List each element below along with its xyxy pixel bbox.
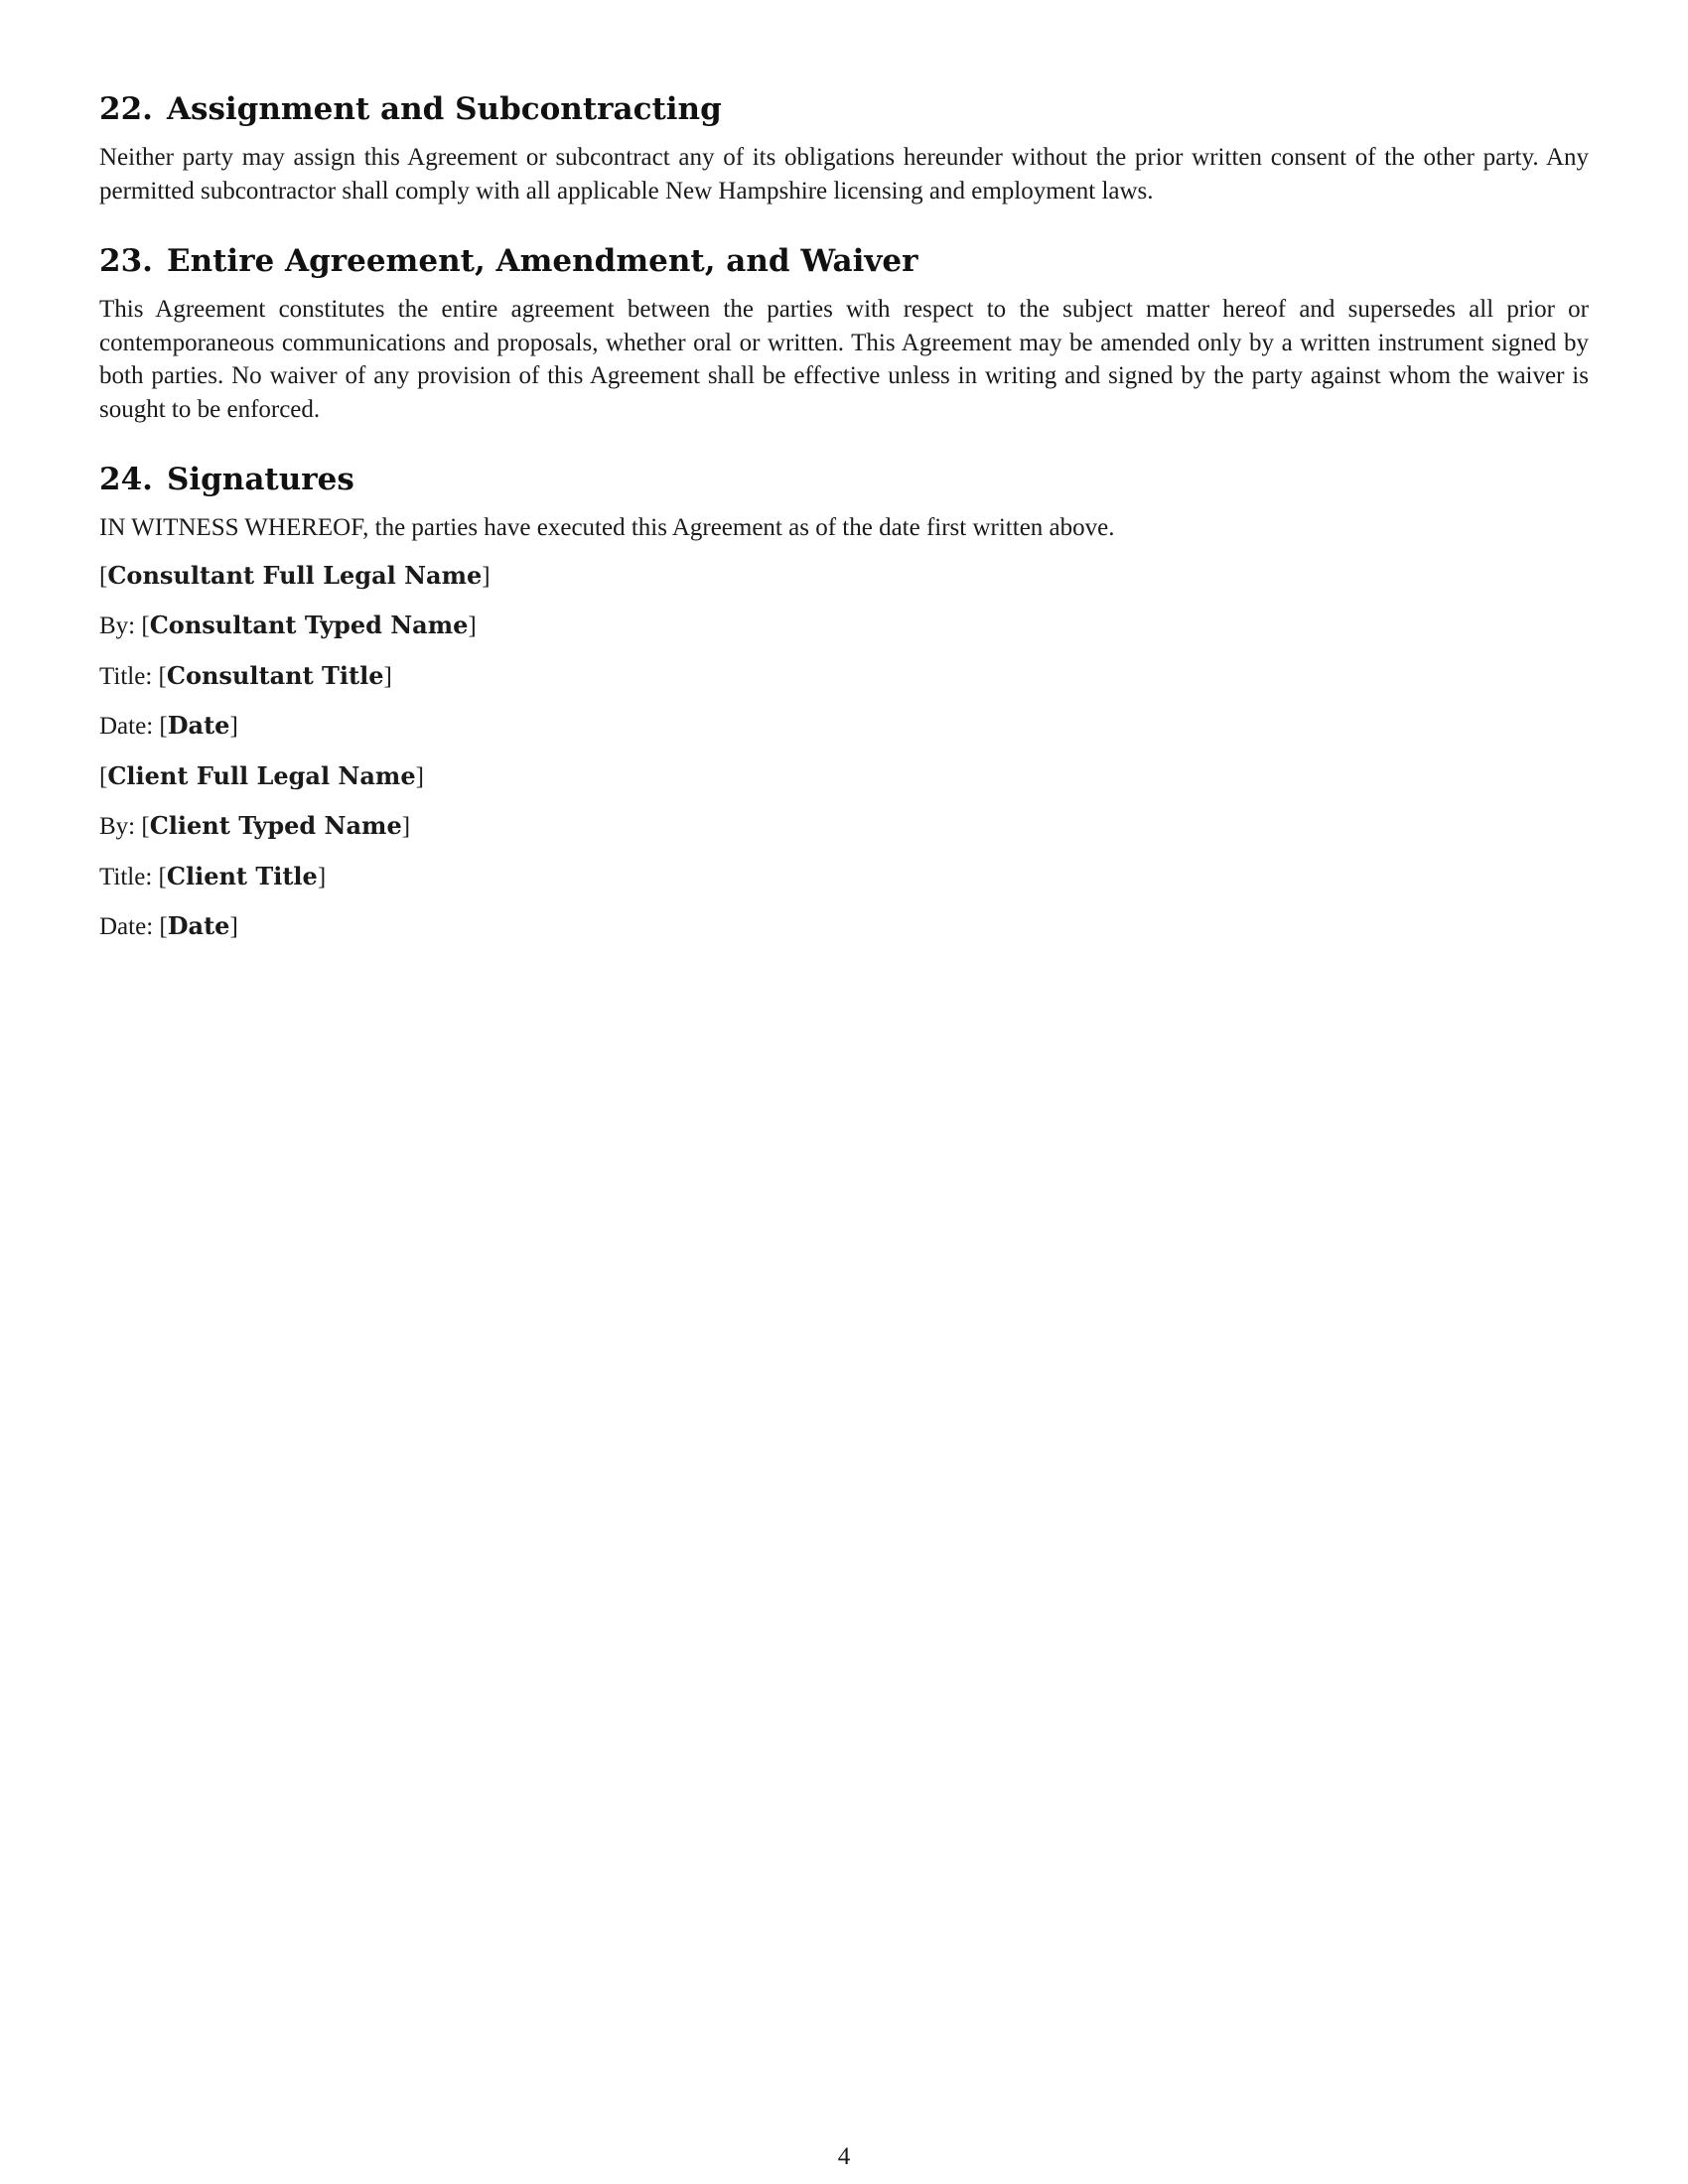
section-heading xyxy=(99,460,1589,499)
consultant-title: Consultant Title xyxy=(166,660,384,690)
section-title: Entire Agreement, Amendment, and Waiver xyxy=(166,243,918,279)
client-title: Client Title xyxy=(166,861,318,890)
date-label: Date: xyxy=(99,913,154,940)
consultant-signature-block xyxy=(99,559,1589,744)
consultant-by-line: By: [Consultant Typed Name] xyxy=(99,611,477,639)
section-title: Assignment and Subcontracting xyxy=(166,91,722,127)
client-signature-block xyxy=(99,759,1589,944)
title-label: Title: xyxy=(99,863,153,890)
client-title-line: Title: [Client Title] xyxy=(99,861,327,890)
section-body: This Agreement constitutes the entire agreement between the parties with respect to the subject matter hereof and supersedes all prior or contemporaneous communications and proposals, whether oral or written. This Agreement may be amended only by a written instrument signed by both parties. No waiver of any provision of this Agreement shall be effective unless in writing and signed by the party against whom the waiver is sought to be enforced. xyxy=(99,296,1589,423)
consultant-title-line: Title: [Consultant Title] xyxy=(99,660,392,690)
client-by-line: By: [Client Typed Name] xyxy=(99,811,411,840)
consultant-date: Date xyxy=(167,711,230,740)
client-name-line: [Client Full Legal Name] xyxy=(99,760,424,790)
section-body: Neither party may assign this Agreement or subcontract any of its obligations hereunder without the prior written consent of the other party. Any permitted subcontractor shall comply with all applicable New Hampshire licensing and employment laws. xyxy=(99,144,1589,205)
date-label: Date: xyxy=(99,713,154,740)
section-assignment xyxy=(99,89,1589,207)
consultant-name: Consultant Full Legal Name xyxy=(107,560,483,590)
consultant-date-line: Date: [Date] xyxy=(99,711,238,740)
witness-clause: IN WITNESS WHEREOF, the parties have executed this Agreement as of the date first written above. xyxy=(99,514,1115,541)
consultant-name-line: [Consultant Full Legal Name] xyxy=(99,560,491,590)
client-name: Client Full Legal Name xyxy=(107,760,416,790)
section-heading xyxy=(99,241,1589,281)
title-label: Title: xyxy=(99,662,153,690)
client-typed-name: Client Typed Name xyxy=(149,811,402,840)
by-label: By: xyxy=(99,613,136,639)
client-date-line: Date: [Date] xyxy=(99,911,238,940)
section-title: Signatures xyxy=(166,462,354,497)
section-signatures xyxy=(99,460,1589,944)
client-date: Date xyxy=(167,911,230,940)
consultant-typed-name: Consultant Typed Name xyxy=(149,611,469,639)
section-number: 24. xyxy=(99,462,153,497)
page-number: 4 xyxy=(837,2143,851,2170)
section-number: 22. xyxy=(99,91,153,127)
section-entire-agreement xyxy=(99,241,1589,426)
section-number: 23. xyxy=(99,243,153,279)
document-page xyxy=(99,89,1589,944)
by-label: By: xyxy=(99,813,136,840)
section-heading xyxy=(99,89,1589,129)
